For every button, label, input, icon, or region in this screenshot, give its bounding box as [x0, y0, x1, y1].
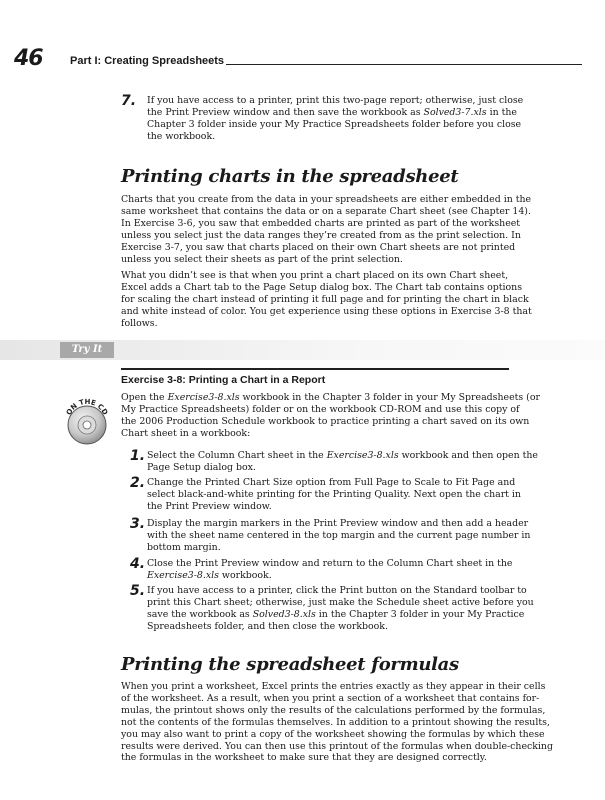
- text-line: save the workbook as Solved3-8.xls in the Chapter 3 folder in your My Practice: [147, 608, 525, 620]
- text-line: When you print a worksheet, Excel prints the entries exactly as they appear in their cells: [121, 681, 546, 692]
- italic-filename: Exercise3-8.xls: [167, 392, 240, 403]
- text-line: the Print Preview window and then save the workbook as Solved3-7.xls in the: [147, 106, 517, 118]
- cd-icon-label: ON THE CD: [64, 397, 110, 417]
- text-line: In Exercise 3-6, you saw that embedded charts are printed as part of the worksheet: [121, 217, 521, 229]
- text-line: the Print Preview window.: [147, 500, 272, 512]
- text-line: Exercise 3-7, you saw that charts placed on their own Chart sheets are not printed: [121, 241, 516, 253]
- text-line: Excel adds a Chart tab to the Page Setup dialog box. The Chart tab contains options: [121, 281, 523, 293]
- text-line: bottom margin.: [147, 541, 221, 553]
- italic-filename: Exercise3-8.xls: [326, 450, 399, 461]
- step-number: 3.: [130, 516, 146, 532]
- text-line: and white instead of color. You get experience using these options in Exercise 3-8 that: [121, 305, 532, 317]
- text-line: unless you select their sheets as part of the print selection.: [121, 253, 403, 265]
- step-number: 2.: [130, 475, 146, 491]
- text-line: Open the Exercise3-8.xls workbook in the Chapter 3 folder in your My Spreadsheets (or: [121, 392, 540, 403]
- italic-filename: Solved3-8.xls: [252, 608, 316, 620]
- text-line: unless you select just the data ranges they’re created from as the print selection. In: [121, 229, 521, 241]
- text-line: Close the Print Preview window and return to the Column Chart sheet in the: [147, 558, 513, 569]
- exercise-rule: [121, 368, 509, 370]
- text-line: select black-and-white printing for the Printing Quality. Next open the chart in: [147, 488, 521, 500]
- text-line: Change the Printed Chart Size option from Full Page to Scale to Fit Page and: [147, 477, 516, 488]
- text-line: Display the margin markers in the Print Preview window and then add a header: [147, 518, 529, 529]
- text-line: Charts that you create from the data in your spreadsheets are either embedded in the: [121, 194, 532, 205]
- text-line: same worksheet that contains the data or on a separate Chart sheet (see Chapter 14).: [121, 205, 531, 217]
- step-number: 4.: [130, 556, 146, 572]
- text-line: Chart sheet in a workbook:: [121, 427, 251, 439]
- charts-paragraph-1: [121, 194, 531, 265]
- text-line: Spreadsheets folder, and then close the workbook.: [147, 620, 388, 632]
- step-number: 5.: [130, 583, 146, 599]
- formulas-paragraph: [121, 681, 553, 764]
- intro-step-text: [147, 95, 523, 143]
- running-header: Part I: Creating Spreadsheets: [70, 55, 225, 67]
- section-heading-formulas: Printing the spreadsheet formulas: [121, 654, 459, 675]
- text-line: results were derived. You can then use this printout of the formulas when double-checking: [121, 740, 553, 752]
- text-line: the workbook.: [147, 130, 216, 142]
- header-rule: [226, 64, 582, 65]
- exercise-title: Exercise 3-8: Printing a Chart in a Report: [121, 374, 326, 386]
- step-number: 7.: [121, 93, 137, 109]
- italic-filename: Solved3-7.xls: [423, 106, 487, 118]
- text-line: If you have access to a printer, click the Print button on the Standard toolbar to: [147, 585, 527, 596]
- charts-paragraph-2: [121, 270, 532, 330]
- page-number: 46: [14, 46, 43, 71]
- text-line: My Practice Spreadsheets) folder or on the workbook CD-ROM and use this copy of: [121, 403, 520, 415]
- text-line: print this Chart sheet; otherwise, just make the Schedule sheet active before you: [147, 596, 534, 608]
- text-line: the 2006 Production Schedule workbook to practice printing a chart saved on its own: [121, 415, 530, 427]
- text-line: mulas, the printout shows only the results of the calculations performed by the formulas,: [121, 704, 546, 716]
- text-line: you may also want to print a copy of the worksheet showing the formulas by which these: [121, 728, 545, 740]
- text-line: Select the Column Chart sheet in the Exercise3-8.xls workbook and then open the: [147, 450, 538, 461]
- text-line: of the worksheet. As a result, when you print a section of a worksheet that contains for-: [121, 692, 540, 704]
- text-line: Chapter 3 folder inside your My Practice Spreadsheets folder before you close: [147, 118, 522, 130]
- exercise-intro: [121, 392, 540, 440]
- step-number: 1.: [130, 448, 146, 464]
- try-it-badge: Try It: [60, 342, 114, 358]
- text-line: follows.: [121, 317, 158, 329]
- text-line: the formulas in the worksheet to make sure that they are designed correctly.: [121, 752, 487, 764]
- italic-filename: Exercise3-8.xls: [147, 569, 219, 581]
- on-the-cd-icon: [60, 394, 114, 448]
- text-line: with the sheet name centered in the top margin and the current page number in: [147, 529, 531, 541]
- text-line: for scaling the chart instead of printing it full page and for printing the chart in black: [121, 293, 529, 305]
- text-line: Exercise3-8.xls workbook.: [147, 569, 272, 581]
- exercise-step-2: [147, 477, 521, 513]
- text-line: not the contents of the formulas themselves. In addition to a printout showing the results,: [121, 716, 550, 728]
- exercise-step-5: [147, 585, 534, 633]
- exercise-step-3: [147, 518, 530, 554]
- text-line: What you didn’t see is that when you print a chart placed on its own Chart sheet,: [121, 270, 509, 281]
- exercise-step-1: [147, 450, 538, 474]
- text-line: Page Setup dialog box.: [147, 461, 256, 473]
- section-heading-charts: Printing charts in the spreadsheet: [121, 166, 459, 187]
- exercise-step-4: [147, 558, 512, 582]
- text-line: If you have access to a printer, print this two-page report; otherwise, just close: [147, 95, 524, 106]
